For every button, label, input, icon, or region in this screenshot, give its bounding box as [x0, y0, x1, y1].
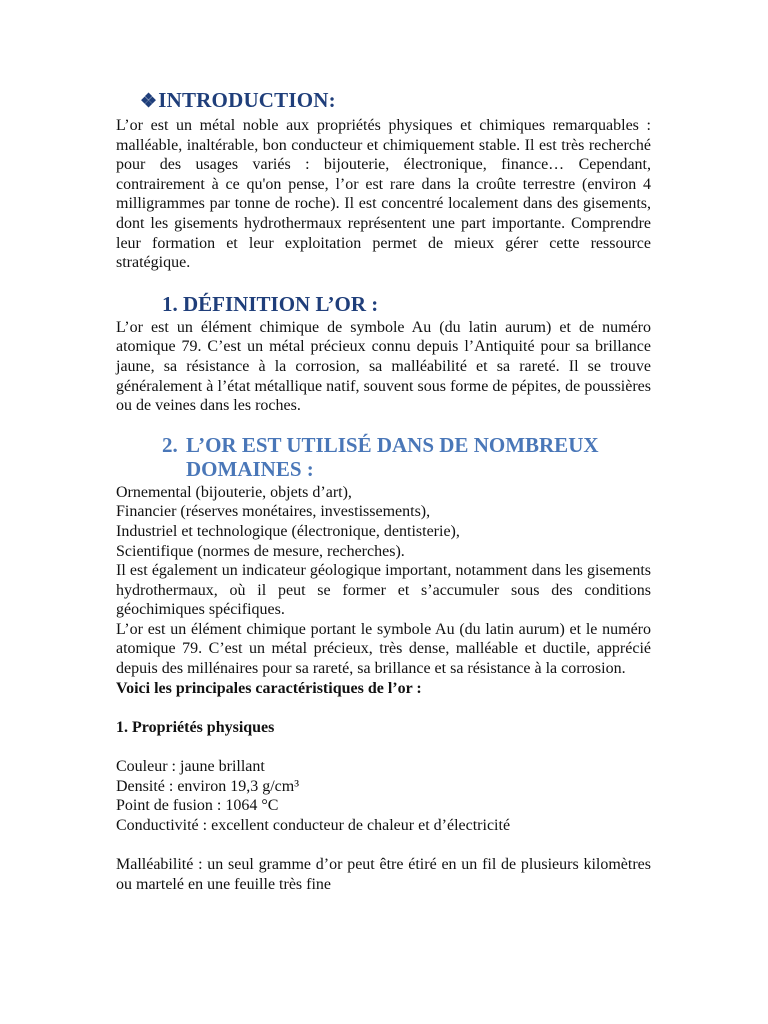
property-item: Conductivité : excellent conducteur de chaleur et d’électricité: [116, 816, 511, 834]
domain-item: Industriel et technologique (électronique, dentisterie),: [116, 522, 460, 540]
property-item: Densité : environ 19,3 g/cm³: [116, 777, 299, 795]
section1-heading: 1. DÉFINITION L’OR :: [162, 291, 379, 316]
geology-paragraph: Il est également un indicateur géologique important, notamment dans les gisements hydrothermaux, où il peut se former et s’accumuler sous des conditions géochimiques spécifiques.: [116, 562, 651, 619]
intro-heading-text: INTRODUCTION:: [158, 88, 336, 112]
physical-properties-heading: 1. Propriétés physiques: [116, 718, 275, 736]
section2-number: 2.: [162, 432, 178, 457]
domain-item: Scientifique (normes de mesure, recherches).: [116, 542, 405, 560]
domain-item: Ornemental (bijouterie, objets d’art),: [116, 483, 352, 501]
property-item: Couleur : jaune brillant: [116, 758, 265, 776]
section1-paragraph: L’or est un élément chimique de symbole Au (du latin aurum) et de numéro atomique 79. C’est un métal précieux connu depuis l’Antiquité pour sa brillance jaune, sa résistance à la corrosion, sa malléabilité et sa rareté. Il se trouve généralement à l’état métallique natif, souvent sous forme de pépites, de poussières ou de veines dans les roches.: [116, 318, 651, 415]
spacer: [116, 698, 651, 718]
element-paragraph: L’or est un élément chimique portant le symbole Au (du latin aurum) et le numéro atomique 79. C’est un métal précieux, très dense, malléable et ductile, apprécié depuis des millénaires pour sa rareté, sa brillance et sa résistance à la corrosion.: [116, 620, 651, 678]
intro-heading: [140, 86, 651, 116]
property-item: Point de fusion : 1064 °C: [116, 797, 279, 815]
malleability-paragraph: Malléabilité : un seul gramme d’or peut être étiré en un fil de plusieurs kilomètres ou martelé en une feuille très fine: [116, 856, 651, 893]
document-page: [116, 86, 651, 894]
intro-paragraph: L’or est un métal noble aux propriétés physiques et chimiques remarquables : malléable, inaltérable, bon conducteur et chimiquement stable. Il est très recherché pour des usages variés : bijouterie, électronique, finance… Cependant, contrairement à ce qu'on pense, l’or est rare dans la croûte terrestre (environ 4 milligrammes par tonne de roche). Il est concentré localement dans des gisements, dont les gisements hydrothermaux représentent une part importante. Comprendre leur formation et leur exploitation permet de mieux gérer cette ressource stratégique.: [116, 117, 651, 272]
characteristics-heading: Voici les principales caractéristiques de l’or :: [116, 679, 422, 697]
spacer: [116, 737, 651, 757]
domain-item: Financier (réserves monétaires, investissements),: [116, 503, 431, 521]
diamond-bullet-icon: ❖: [140, 91, 158, 112]
spacer: [116, 835, 651, 855]
section2-heading: [162, 433, 651, 481]
section2-heading-text: L’OR EST UTILISÉ DANS DE NOMBREUX DOMAINES :: [186, 432, 599, 481]
